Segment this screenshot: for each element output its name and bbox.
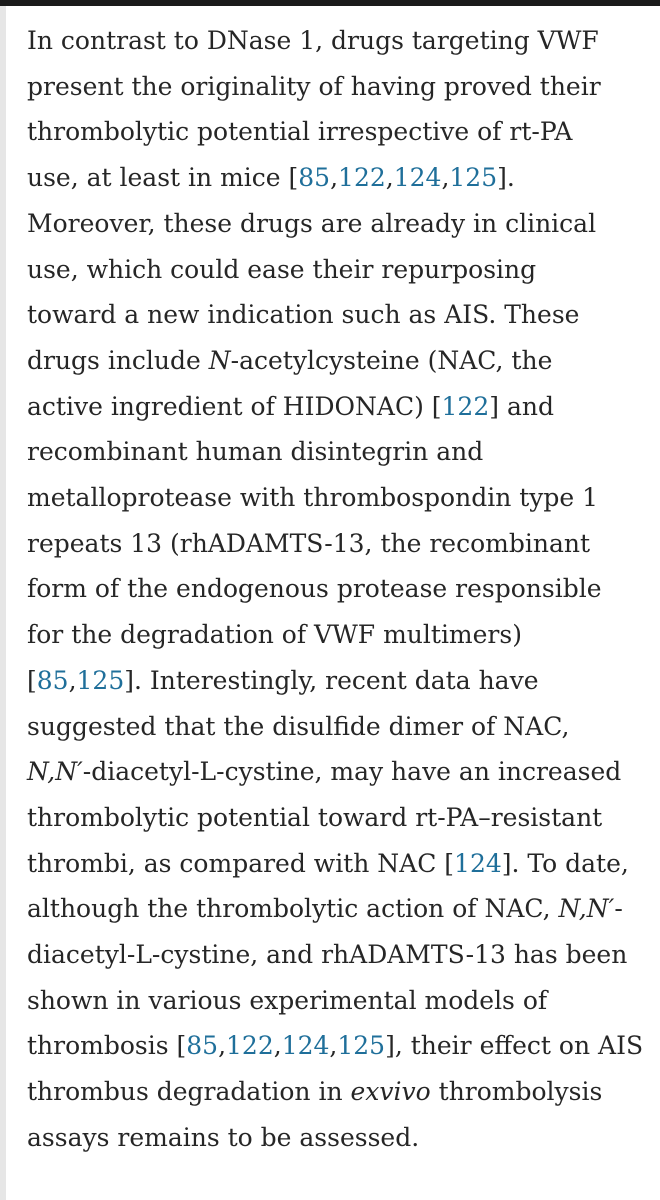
text-line: present the originality of having proved their xyxy=(27,71,601,101)
text-line: Moreover, these drugs are already in clinical xyxy=(27,208,597,238)
text-fragment: ]. To date, xyxy=(501,848,629,878)
citation-separator: , xyxy=(329,1031,338,1061)
text-line xyxy=(27,1023,647,1069)
text-fragment: - xyxy=(614,894,623,924)
text-line: In contrast to DNase 1, drugs targeting VWF xyxy=(27,26,599,55)
text-line: form of the endogenous protease responsible xyxy=(27,574,602,604)
text-line: recombinant human disintegrin and xyxy=(27,437,484,467)
text-line: metalloprotease with thrombospondin type 1 xyxy=(27,483,599,513)
text-fragment: drugs include xyxy=(27,345,209,375)
text-line xyxy=(27,749,647,795)
text-fragment: [ xyxy=(27,665,37,695)
citation-separator: , xyxy=(273,1031,282,1061)
italic-term: N,N′ xyxy=(558,894,615,924)
citation-separator: , xyxy=(68,665,77,695)
citation-link-85[interactable]: 85 xyxy=(186,1031,219,1061)
text-line xyxy=(27,1069,647,1115)
article-paragraph xyxy=(27,18,647,1161)
citation-link-122[interactable]: 122 xyxy=(226,1031,274,1061)
text-fragment: ], their effect on AIS xyxy=(385,1031,644,1061)
text-fragment: ]. Interestingly, recent data have xyxy=(124,665,539,695)
text-line: for the degradation of VWF multimers) xyxy=(27,620,522,650)
italic-term: N xyxy=(208,345,231,375)
text-fragment: -diacetyl-L-cystine, may have an increased xyxy=(82,757,622,787)
citation-link-122[interactable]: 122 xyxy=(441,391,490,421)
citation-link-85[interactable]: 85 xyxy=(298,163,331,193)
text-fragment: although the thrombolytic action of NAC, xyxy=(27,894,559,924)
text-fragment: ]. xyxy=(497,163,515,193)
text-line: shown in various experimental models of xyxy=(27,985,548,1015)
text-line: toward a new indication such as AIS. These xyxy=(27,300,580,330)
text-line: assays remains to be assessed. xyxy=(27,1122,420,1152)
citation-separator: , xyxy=(385,163,394,193)
italic-term: N,N′ xyxy=(27,757,83,787)
text-line: suggested that the disulfide dimer of NAC, xyxy=(27,711,570,741)
text-fragment: thrombus degradation in xyxy=(27,1077,351,1107)
citation-link-125[interactable]: 125 xyxy=(337,1031,386,1061)
citation-separator: , xyxy=(330,163,339,193)
text-line xyxy=(27,658,647,704)
text-line xyxy=(27,338,647,384)
citation-link-125[interactable]: 125 xyxy=(76,665,125,695)
text-fragment: ] and xyxy=(489,391,554,421)
text-line: diacetyl-L-cystine, and rhADAMTS-13 has been xyxy=(27,940,628,970)
left-accent-bar xyxy=(0,6,6,1200)
text-line xyxy=(27,155,647,201)
top-border xyxy=(0,0,660,6)
citation-link-124[interactable]: 124 xyxy=(454,848,502,878)
text-fragment: thrombi, as compared with NAC [ xyxy=(27,848,455,878)
text-fragment: thrombolysis xyxy=(430,1077,603,1107)
text-line: repeats 13 (rhADAMTS-13, the recombinant xyxy=(27,528,591,558)
text-line xyxy=(27,841,647,887)
citation-link-124[interactable]: 124 xyxy=(393,163,442,193)
italic-term: exvivo xyxy=(350,1077,431,1107)
text-fragment: thrombosis [ xyxy=(27,1031,187,1061)
text-line: thrombolytic potential toward rt-PA–resistant xyxy=(27,802,603,832)
text-line xyxy=(27,384,647,430)
text-line: thrombolytic potential irrespective of rt-PA xyxy=(27,117,573,147)
citation-separator: , xyxy=(218,1031,227,1061)
text-line xyxy=(27,886,647,932)
text-fragment: -acetylcysteine (NAC, the xyxy=(230,345,553,375)
citation-link-125[interactable]: 125 xyxy=(449,163,498,193)
text-fragment: use, at least in mice [ xyxy=(27,163,299,193)
text-fragment: active ingredient of HIDONAC) [ xyxy=(27,391,442,421)
citation-link-124[interactable]: 124 xyxy=(281,1031,330,1061)
citation-link-122[interactable]: 122 xyxy=(338,163,386,193)
text-line: use, which could ease their repurposing xyxy=(27,254,537,284)
citation-link-85[interactable]: 85 xyxy=(36,665,69,695)
citation-separator: , xyxy=(441,163,450,193)
